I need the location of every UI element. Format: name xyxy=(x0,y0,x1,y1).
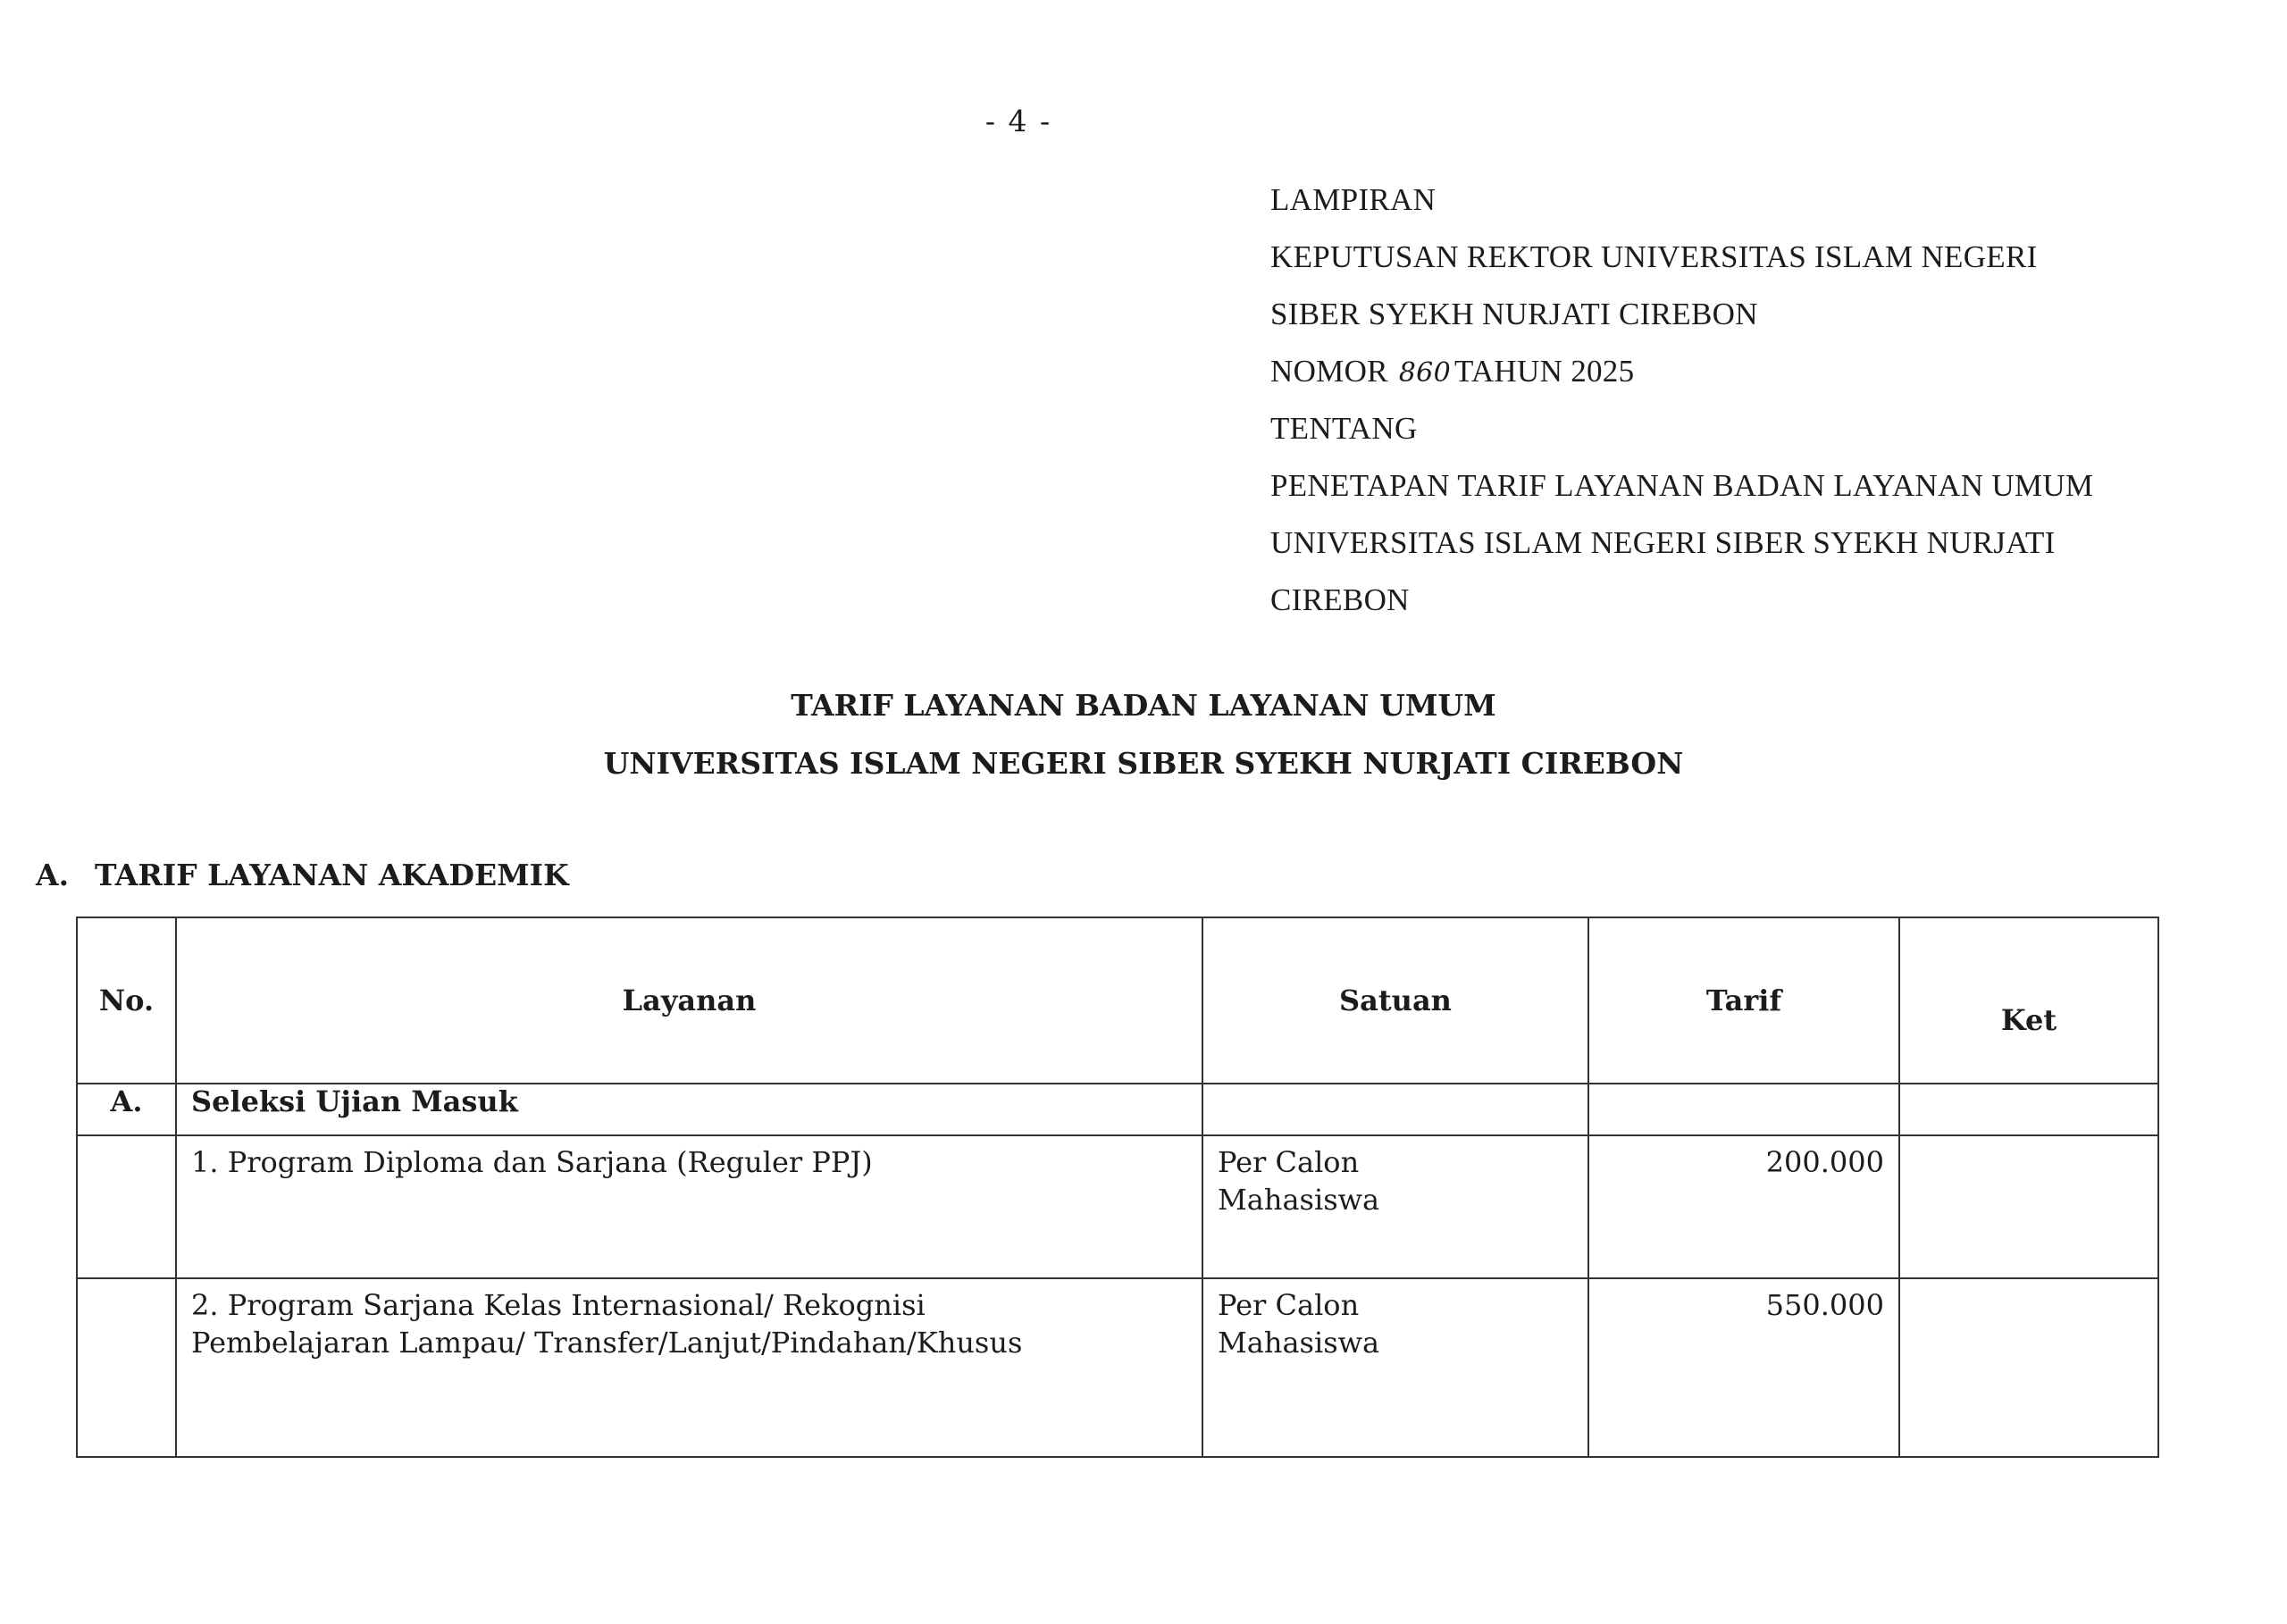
layanan-line: 2. Program Sarjana Kelas Internasional/ Rekognisi xyxy=(191,1288,926,1322)
layanan-line: 1. Program Diploma dan Sarjana (Reguler PPJ) xyxy=(191,1145,873,1179)
section-letter: A. xyxy=(36,858,70,892)
category-ket-cell xyxy=(1899,1084,2158,1135)
row-satuan xyxy=(1202,1278,1588,1457)
section-label: TARIF LAYANAN AKADEMIK xyxy=(95,858,569,892)
satuan-line: Mahasiswa xyxy=(1218,1183,1380,1217)
table-row xyxy=(77,1278,2158,1457)
category-row xyxy=(77,1084,2158,1135)
section-title xyxy=(36,858,569,892)
document-title-line-2: UNIVERSITAS ISLAM NEGERI SIBER SYEKH NURJATI CIREBON xyxy=(603,746,1684,781)
subject-line-3: CIREBON xyxy=(1270,582,1410,617)
row-layanan xyxy=(176,1278,1202,1457)
nomor-label: NOMOR xyxy=(1270,354,1388,389)
header-layanan: Layanan xyxy=(176,917,1202,1084)
header-ket: Ket xyxy=(1899,917,2158,1084)
layanan-line: Pembelajaran Lampau/ Transfer/Lanjut/Pindahan/Khusus xyxy=(191,1326,1023,1360)
satuan-line: Per Calon xyxy=(1218,1145,1360,1179)
row-no-cell xyxy=(77,1135,176,1278)
row-layanan xyxy=(176,1135,1202,1278)
keputusan-line: KEPUTUSAN REKTOR UNIVERSITAS ISLAM NEGERI xyxy=(1270,239,2038,274)
category-label: Seleksi Ujian Masuk xyxy=(176,1084,1202,1135)
row-ket xyxy=(1899,1135,2158,1278)
lampiran-block xyxy=(1270,172,2253,629)
row-no-cell xyxy=(77,1278,176,1457)
category-no: A. xyxy=(77,1084,176,1135)
category-satuan-cell xyxy=(1202,1084,1588,1135)
row-ket xyxy=(1899,1278,2158,1457)
document-title-line-1: TARIF LAYANAN BADAN LAYANAN UMUM xyxy=(791,688,1496,723)
subject-line-2: UNIVERSITAS ISLAM NEGERI SIBER SYEKH NURJATI xyxy=(1270,525,2056,560)
lampiran-label: LAMPIRAN xyxy=(1270,182,1437,217)
row-satuan xyxy=(1202,1135,1588,1278)
subject-line-1: PENETAPAN TARIF LAYANAN BADAN LAYANAN UMUM xyxy=(1270,468,2094,503)
table-row xyxy=(77,1135,2158,1278)
satuan-line: Per Calon xyxy=(1218,1288,1360,1322)
row-tarif: 200.000 xyxy=(1588,1135,1899,1278)
row-tarif: 550.000 xyxy=(1588,1278,1899,1457)
header-tarif: Tarif xyxy=(1588,917,1899,1084)
header-satuan: Satuan xyxy=(1202,917,1588,1084)
tarif-table xyxy=(76,917,2159,1458)
nomor-tahun: TAHUN 2025 xyxy=(1453,354,1635,389)
institution-line: SIBER SYEKH NURJATI CIREBON xyxy=(1270,297,1758,331)
tentang-label: TENTANG xyxy=(1270,411,1418,446)
satuan-line: Mahasiswa xyxy=(1218,1326,1380,1360)
nomor-line xyxy=(1270,343,2253,400)
category-tarif-cell xyxy=(1588,1084,1899,1135)
nomor-number: 860 xyxy=(1398,357,1451,389)
page-number: - 4 - xyxy=(984,104,1052,138)
header-no: No. xyxy=(77,917,176,1084)
table-header-row xyxy=(77,917,2158,1084)
